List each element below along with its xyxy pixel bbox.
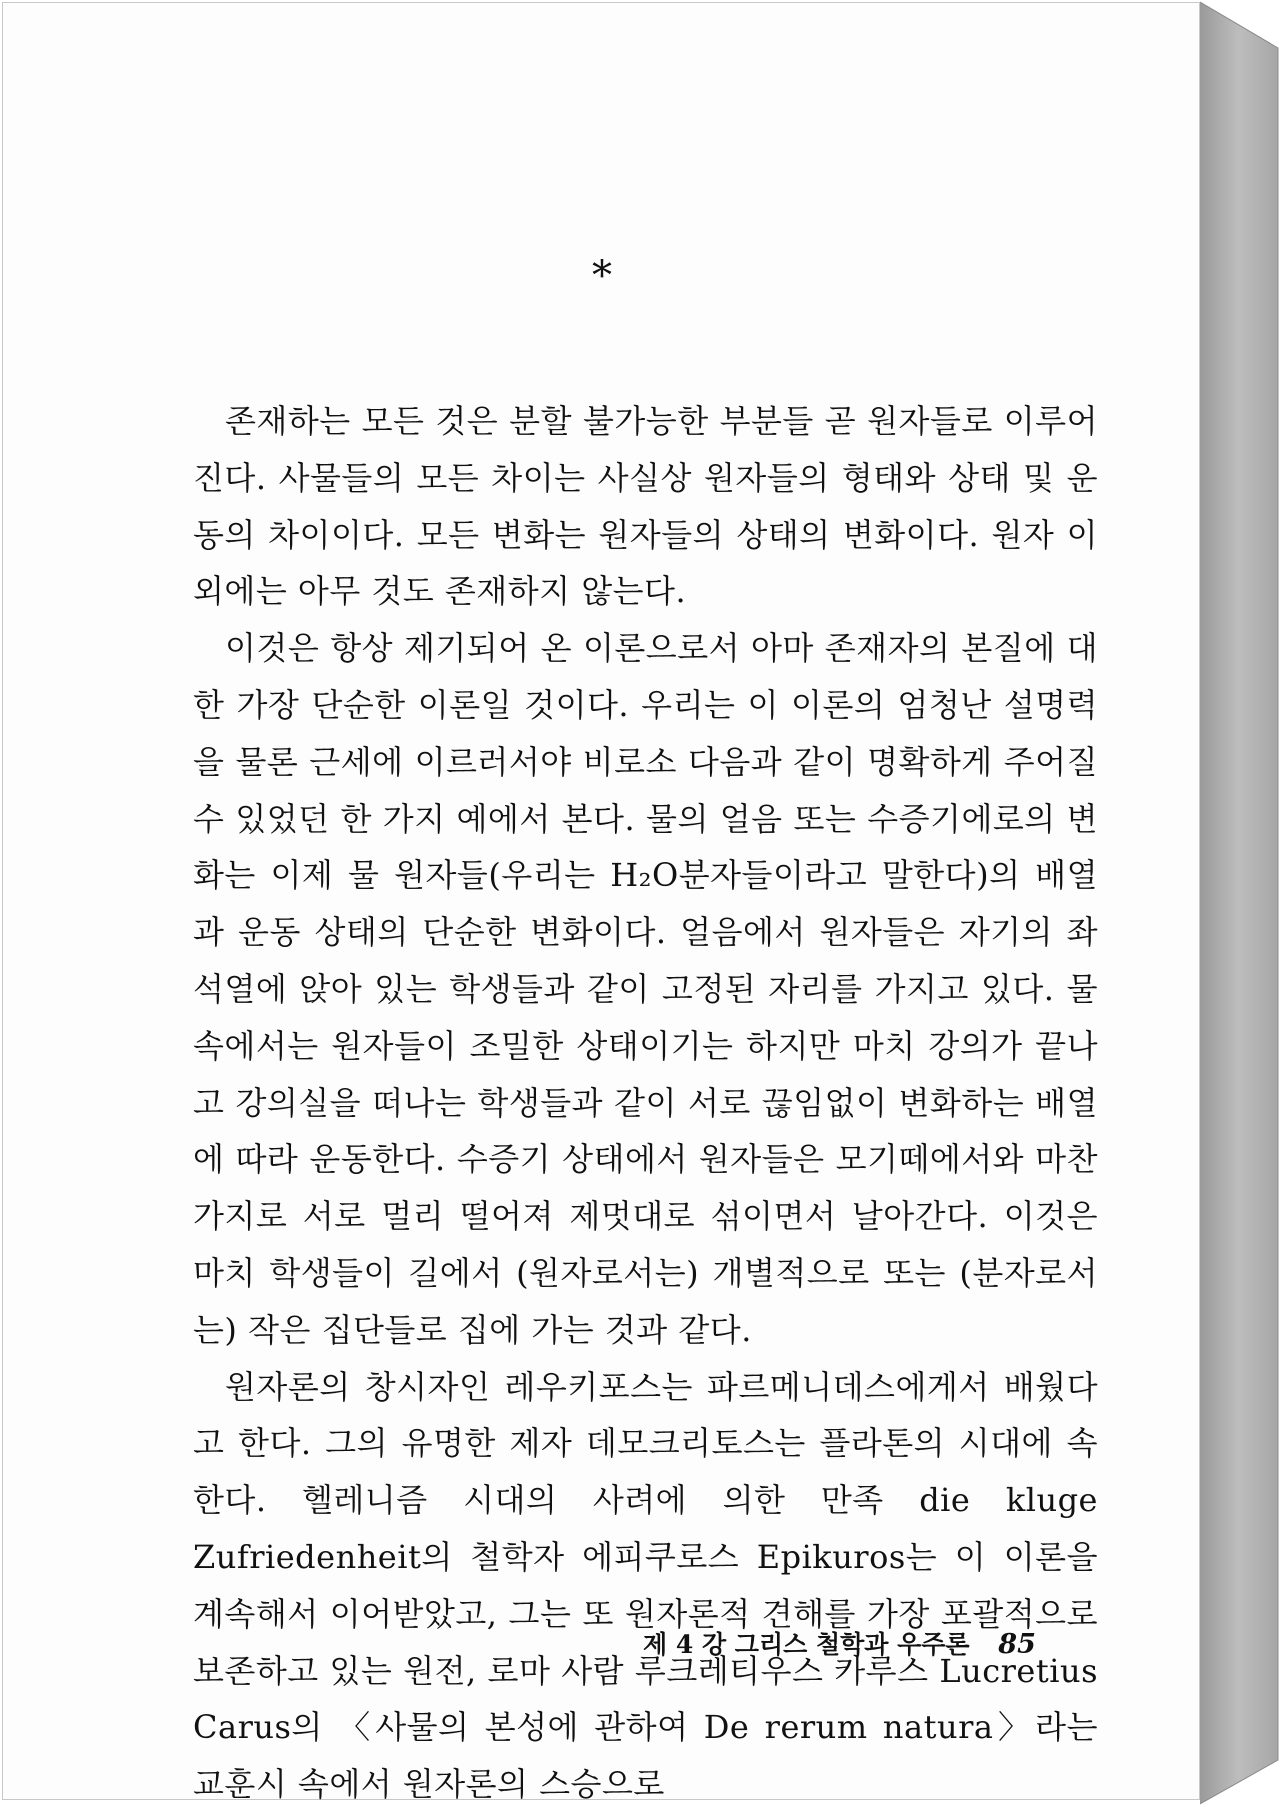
paragraph-3: 원자론의 창시자인 레우키포스는 파르메니데스에게서 배웠다고 한다. 그의 유명한 제자 데모크리토스는 플라톤의 시대에 속한다. 헬레니즘 시대의 사려에 의한 만족 die kluge Zufriedenheit의 철학자 에피쿠로스 Epikuros는 이 이론을 계속해서 이어받았고, 그는 또 원자론적 견해를 가장 포괄적으로 보존하고 있는 원전, 로마 사람 루크레티우스 카루스 Lucretius Carus의 〈사물의 본성에 관하여 De rerum natura〉라는 교훈시 속에서 원자론의 스승으로: [193, 1367, 1098, 1804]
paragraph-1: 존재하는 모든 것은 분할 불가능한 부분들 곧 원자들로 이루어진다. 사물들의 모든 차이는 사실상 원자들의 형태와 상태 및 운동의 차이이다. 모든 변화는 원자들의 상태의 변화이다. 원자 이외에는 아무 것도 존재하지 않는다.: [193, 402, 1098, 611]
paragraph-2: 이것은 항상 제기되어 온 이론으로서 아마 존재자의 본질에 대한 가장 단순한 이론일 것이다. 우리는 이 이론의 엄청난 설명력을 물론 근세에 이르러서야 비로소 다음과 같이 명확하게 주어질 수 있었던 한 가지 예에서 본다. 물의 얼음 또는 수증기에로의 변화는 이제 물 원자들(우리는 H₂O분자들이라고 말한다)의 배열과 운동 상태의 단순한 변화이다. 얼음에서 원자들은 자기의 좌석열에 앉아 있는 학생들과 같이 고정된 자리를 가지고 있다. 물 속에서는 원자들이 조밀한 상태이기는 하지만 마치 강의가 끝나고 강의실을 떠나는 학생들과 같이 서로 끊임없이 변화하는 배열에 따라 운동한다. 수증기 상태에서 원자들은 모기떼에서와 마찬가지로 서로 멀리 떨어져 제멋대로 섞이면서 날아간다. 이것은 마치 학생들이 길에서 (원자로서는) 개별적으로 또는 (분자로서는) 작은 집단들로 집에 가는 것과 같다.: [193, 629, 1098, 1349]
book-page: [2, 2, 1200, 1804]
running-footer: [643, 1625, 1083, 1661]
chapter-title: 제 4 강 그리스 철학과 우주론: [643, 1630, 970, 1659]
page-number: 85: [998, 1629, 1036, 1660]
book-edge: [1200, 0, 1281, 1806]
body-text: [193, 393, 1098, 1813]
section-separator: *: [592, 253, 612, 299]
